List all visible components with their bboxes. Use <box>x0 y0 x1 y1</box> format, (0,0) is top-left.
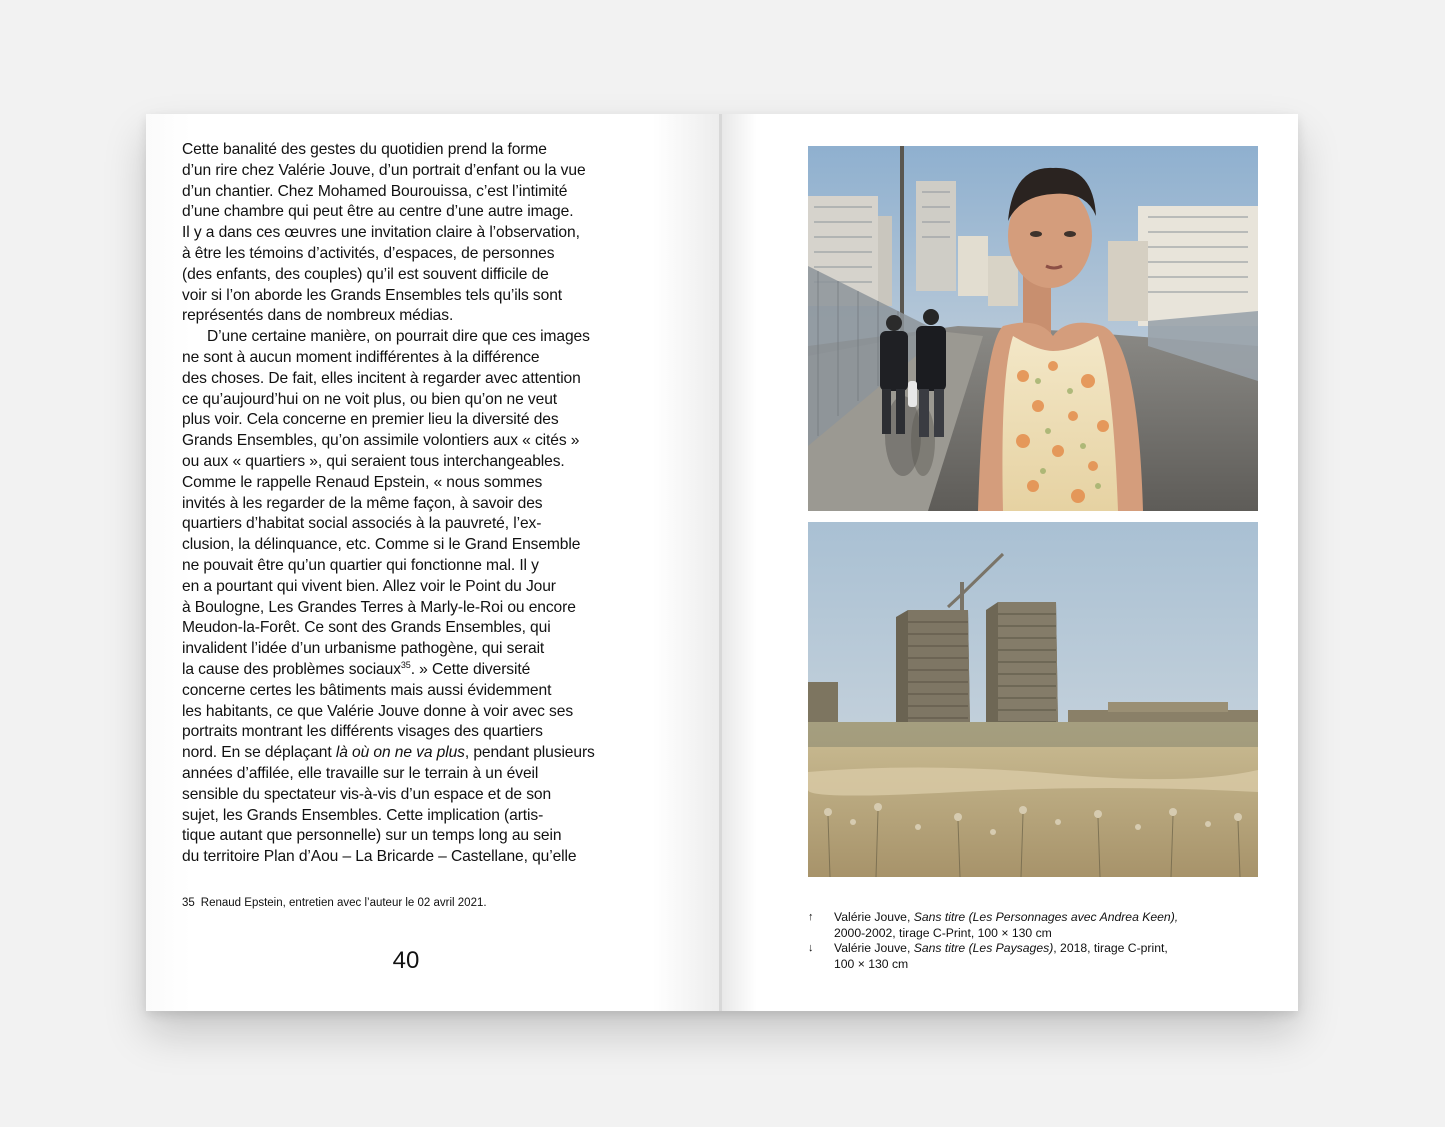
text-line: plus voir. Cela concerne en premier lieu la diversité des <box>182 411 559 429</box>
caption-details: 2000-2002, tirage C-Print, 100 × 130 cm <box>834 925 1052 940</box>
caption-details-continued: 100 × 130 cm <box>834 956 909 971</box>
text-line-paragraph-start: D’une certaine manière, on pourrait dire que ces images <box>207 328 590 346</box>
text-line: invités à les regarder de la même façon, à savoir des <box>182 494 543 512</box>
landscape-photo-image <box>808 522 1258 877</box>
text-line: des choses. De fait, elles incitent à regarder avec attention <box>182 369 581 387</box>
caption-bottom-photo <box>808 941 1248 972</box>
text-line: d’un rire chez Valérie Jouve, d’un portrait d’enfant ou la vue <box>182 161 586 179</box>
text-line: (des enfants, des couples) qu’il est souvent difficile de <box>182 265 549 283</box>
italic-phrase: là où on ne va plus <box>335 744 465 762</box>
text-segment: . » Cette diversité <box>410 660 531 678</box>
text-line: quartiers d’habitat social associés à la pauvreté, l’ex- <box>182 515 542 533</box>
text-line: Cette banalité des gestes du quotidien prend la forme <box>182 141 547 158</box>
arrow-up-icon: ↑ <box>808 911 814 923</box>
caption-title: Sans titre (Les Personnages avec Andrea Keen), <box>913 910 1179 924</box>
text-line: portraits montrant les différents visages des quartiers <box>182 723 543 741</box>
text-line: les habitants, ce que Valérie Jouve donne à voir avec ses <box>182 702 574 720</box>
text-line: Meudon-la-Forêt. Ce sont des Grands Ensembles, qui <box>182 619 551 637</box>
text-line <box>182 660 640 681</box>
footnote-number: 35 <box>182 897 195 909</box>
text-line: tique autant que personnelle) sur un temps long au sein <box>182 827 562 845</box>
text-line: sujet, les Grands Ensembles. Cette implication (artis- <box>182 806 544 824</box>
caption-title: Sans titre (Les Paysages) <box>913 941 1054 956</box>
book-spread <box>146 114 1298 1011</box>
text-line: concerne certes les bâtiments mais aussi évidemment <box>182 681 552 699</box>
body-text <box>182 140 640 868</box>
text-line: ne pouvait être qu’un quartier qui fonctionne mal. Il y <box>182 556 539 574</box>
footnote <box>182 896 642 911</box>
arrow-down-icon: ↓ <box>808 942 814 955</box>
caption-top-photo <box>808 910 1248 941</box>
text-line: du territoire Plan d’Aou – La Bricarde – Castellane, qu’elle <box>182 848 577 866</box>
text-line: Comme le rappelle Renaud Epstein, « nous sommes <box>182 473 543 491</box>
text-line: d’une chambre qui peut être au centre d’une autre image. <box>182 203 574 221</box>
text-line: ou aux « quartiers », qui seraient tous interchangeables. <box>182 452 565 470</box>
photo-captions <box>808 910 1248 972</box>
text-line: à être les témoins d’activités, d’espaces, de personnes <box>182 244 555 262</box>
text-line: voir si l’on aborde les Grands Ensembles tels qu’ils sont <box>182 286 562 304</box>
right-page <box>722 114 1298 1011</box>
footnote-text: Renaud Epstein, entretien avec l’auteur le 02 avril 2021. <box>200 897 487 909</box>
left-page <box>146 114 722 1011</box>
landscape-photo <box>808 522 1258 877</box>
text-line: en a pourtant qui vivent bien. Allez voir le Point du Jour <box>182 577 556 595</box>
text-line: ne sont à aucun moment indifférentes à la différence <box>182 348 540 366</box>
text-line: clusion, la délinquance, etc. Comme si le Grand Ensemble <box>182 536 581 554</box>
portrait-photo <box>808 146 1258 511</box>
footnote-reference: 35 <box>400 659 411 670</box>
text-line: Il y a dans ces œuvres une invitation claire à l’observation, <box>182 224 580 242</box>
text-line: années d’affilée, elle travaille sur le terrain à un éveil <box>182 764 539 782</box>
text-line: représentés dans de nombreux médias. <box>182 307 454 325</box>
page-number: 40 <box>392 947 420 974</box>
text-line: invalident l’idée d’un urbanisme pathogène, qui serait <box>182 640 545 658</box>
text-line: à Boulogne, Les Grandes Terres à Marly-le-Roi ou encore <box>182 598 576 616</box>
text-line: d’un chantier. Chez Mohamed Bourouissa, c’est l’intimité <box>182 182 568 200</box>
caption-artist: Valérie Jouve, <box>834 910 914 924</box>
text-line: ce qu’aujourd’hui on ne voit plus, ou bien qu’on ne veut <box>182 390 557 408</box>
portrait-photo-image <box>808 146 1258 511</box>
text-line: Grands Ensembles, qu’on assimile volontiers aux « cités » <box>182 432 580 450</box>
text-segment: , pendant plusieurs <box>464 744 595 762</box>
caption-details: , 2018, tirage C-print, <box>1053 941 1168 956</box>
text-segment: la cause des problèmes sociaux <box>182 660 401 678</box>
text-segment: nord. En se déplaçant <box>182 744 336 762</box>
text-line: sensible du spectateur vis-à-vis d’un espace et de son <box>182 785 552 803</box>
caption-artist: Valérie Jouve, <box>834 941 914 956</box>
text-line <box>182 743 640 764</box>
